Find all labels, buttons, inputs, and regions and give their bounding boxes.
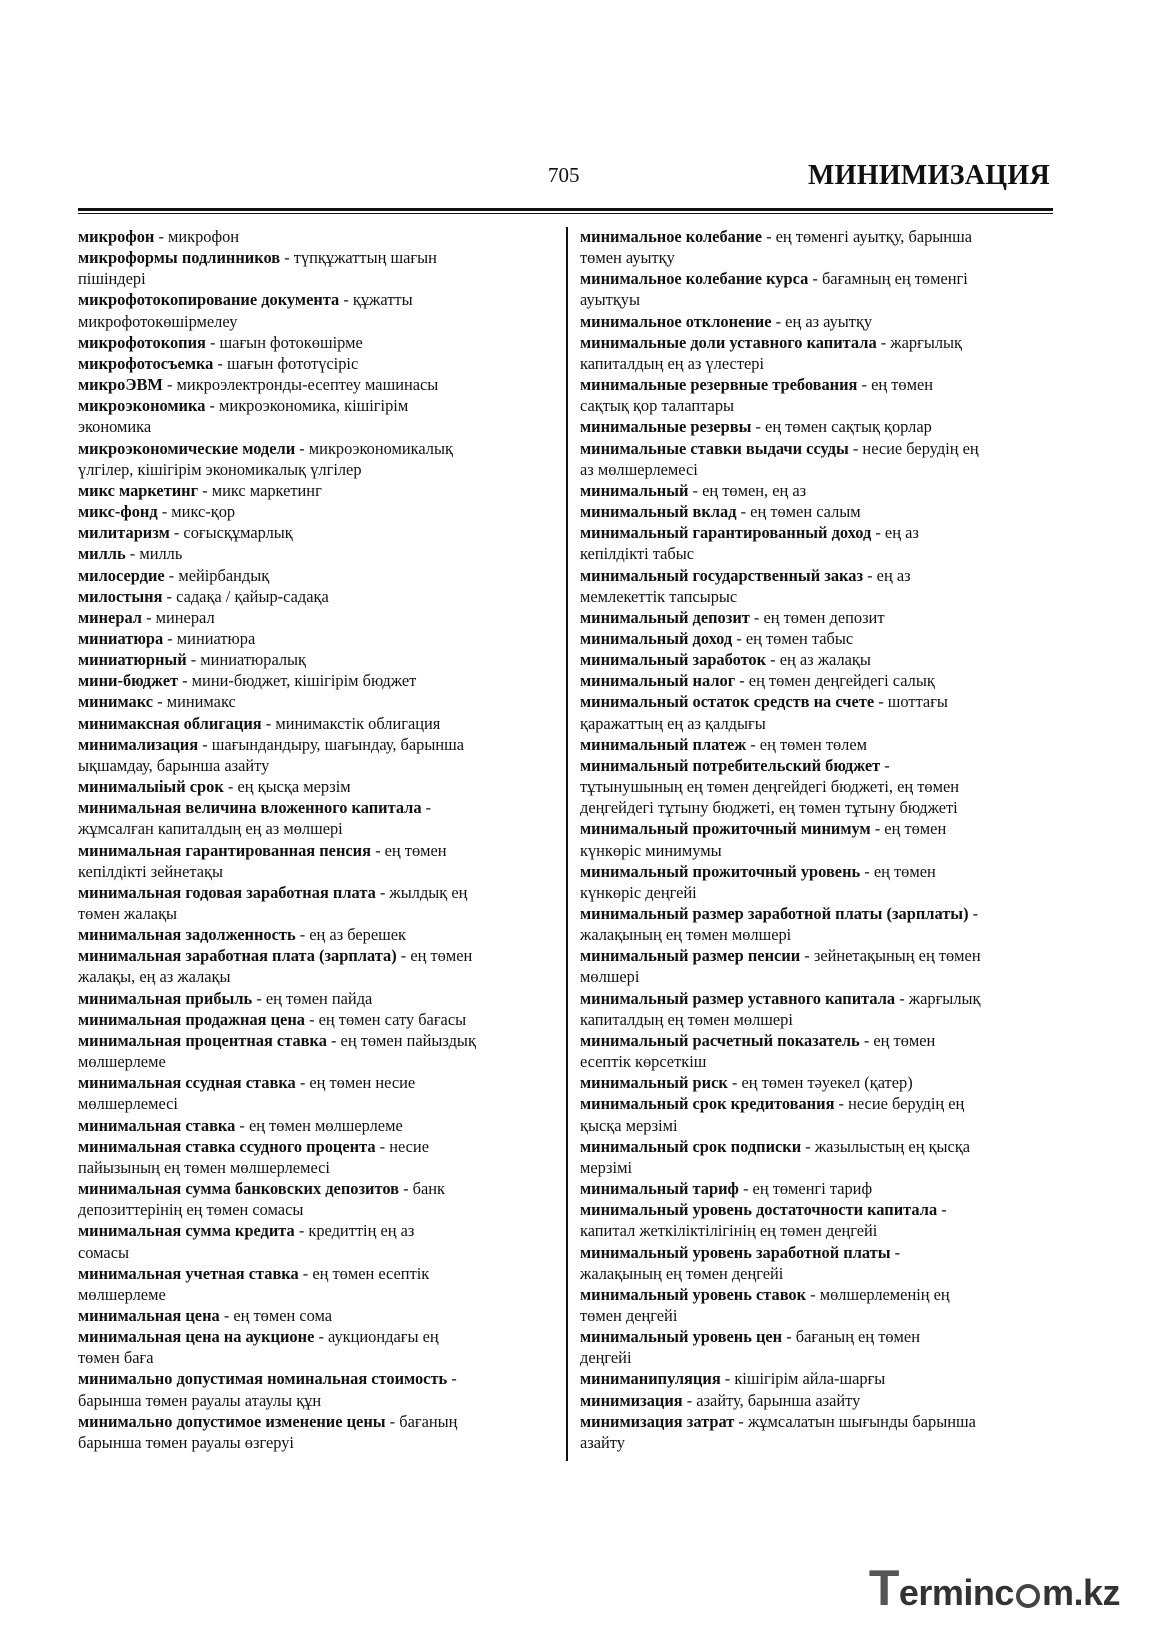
entry-term: минимальная ставка ссудного процента xyxy=(78,1136,376,1156)
entry-definition: - ең төмен сату бағасы xyxy=(304,1009,467,1029)
entry-term: милосердие xyxy=(78,565,165,585)
entry-term: минимальный размер пенсии xyxy=(580,946,801,966)
entry-term: минимизация затрат xyxy=(580,1411,735,1431)
watermark-text-1: erminc xyxy=(898,1572,1014,1613)
entry-definition: - xyxy=(880,755,890,775)
entry-definition-continuation: азайту xyxy=(580,1432,625,1452)
dictionary-entry xyxy=(78,924,552,945)
entry-definition: - ең төмен xyxy=(396,946,473,966)
column-divider xyxy=(566,227,568,1461)
entry-definition: - ең төмен пайда xyxy=(252,988,373,1008)
entry-definition: - ең төмен xyxy=(859,1030,936,1050)
dictionary-entry xyxy=(580,480,1053,501)
entry-term: минимальная учетная ставка xyxy=(78,1263,299,1283)
entry-term: минимальная продажная цена xyxy=(78,1009,305,1029)
dictionary-entry xyxy=(580,861,1053,903)
entry-term: милль xyxy=(78,544,126,564)
dictionary-entry xyxy=(78,353,552,374)
entry-definition: - ең төмен депозит xyxy=(749,607,885,627)
entry-definition: - ең төмен төлем xyxy=(746,734,868,754)
entry-definition-continuation: барынша төмен рауалы атаулы құн xyxy=(78,1390,322,1410)
left-column xyxy=(78,226,552,1453)
entry-definition-continuation: жалақының ең төмен мөлшері xyxy=(580,925,792,945)
dictionary-entry xyxy=(580,438,1053,480)
entry-definition: - жұмсалатын шығынды барынша xyxy=(734,1411,976,1431)
entry-definition-continuation: кепілдікті зейнетақы xyxy=(78,861,223,881)
entry-definition: - садақа / қайыр-садақа xyxy=(162,586,329,606)
header-rule xyxy=(78,208,1053,211)
entry-term: минимакс xyxy=(78,692,154,712)
entry-definition-continuation: капиталдың ең аз үлестері xyxy=(580,353,765,373)
dictionary-entry xyxy=(78,734,552,776)
entry-term: минимальные доли уставного капитала xyxy=(580,332,877,352)
entry-term: минимальный тариф xyxy=(580,1179,739,1199)
entry-definition: - несие xyxy=(375,1136,429,1156)
dictionary-entry xyxy=(78,1009,552,1030)
dictionary-entry xyxy=(580,755,1053,818)
entry-definition: - несие берудің ең xyxy=(834,1094,965,1114)
entry-definition: - банк xyxy=(398,1179,445,1199)
dictionary-entry xyxy=(78,1030,552,1072)
entry-definition: - милль xyxy=(125,544,183,564)
dictionary-entry xyxy=(580,226,1053,268)
entry-definition-continuation: кепілдікті табыс xyxy=(580,544,695,564)
entry-definition: - соғысқұмарлық xyxy=(169,523,293,543)
dictionary-entry xyxy=(78,713,552,734)
dictionary-entry xyxy=(78,691,552,712)
entry-definition-continuation: мөлшерлеме xyxy=(78,1052,166,1072)
dictionary-entry xyxy=(78,988,552,1009)
entry-definition-continuation: күнкөріс минимумы xyxy=(580,840,722,860)
dictionary-entry xyxy=(580,501,1053,522)
dictionary-entry xyxy=(78,797,552,839)
entry-term: микроэкономические модели xyxy=(78,438,296,458)
entry-definition: - микроэлектронды-есептеу машинасы xyxy=(162,375,439,395)
entry-term: микрофотокопия xyxy=(78,332,206,352)
dictionary-entry xyxy=(580,1284,1053,1326)
dictionary-entry xyxy=(78,332,552,353)
entry-definition-continuation: экономика xyxy=(78,417,152,437)
entry-term: микрофон xyxy=(78,227,155,246)
entry-term: минимальный срок подписки xyxy=(580,1136,802,1156)
running-head: МИНИМИЗАЦИЯ xyxy=(807,160,1050,191)
entry-term: минимальный риск xyxy=(580,1073,728,1093)
entry-definition: - ең төмен несие xyxy=(295,1073,416,1093)
entry-definition: - мөлшерлеменің ең xyxy=(806,1284,950,1304)
dictionary-entry xyxy=(580,565,1053,607)
entry-definition-continuation: пайызының ең төмен мөлшерлемесі xyxy=(78,1157,330,1177)
entry-term: минимальный срок кредитования xyxy=(580,1094,835,1114)
entry-term: миниатюра xyxy=(78,628,164,648)
entry-definition: - ең төмен xyxy=(870,819,947,839)
entry-term: минималыiый срок xyxy=(78,777,224,797)
entry-definition-continuation: мөлшері xyxy=(580,967,640,987)
dictionary-entry xyxy=(78,543,552,564)
entry-term: минимальный прожиточный уровень xyxy=(580,861,861,881)
entry-term: минимизация xyxy=(580,1390,683,1410)
entry-definition-continuation: депозиттерінің ең төмен сомасы xyxy=(78,1200,304,1220)
entry-definition: - жазылыстың ең қысқа xyxy=(801,1136,971,1156)
entry-term: минимальный уровень цен xyxy=(580,1327,783,1347)
entry-term: микрофотосъемка xyxy=(78,353,214,373)
entry-definition-continuation: жалақының ең төмен деңгейі xyxy=(580,1263,784,1283)
entry-term: минимальный вклад xyxy=(580,502,737,522)
entry-definition: - ең аз берешек xyxy=(295,925,406,945)
header-rule-thin xyxy=(78,213,1053,214)
dictionary-entry xyxy=(580,1326,1053,1368)
entry-term: микс маркетинг xyxy=(78,480,199,500)
entry-definition-continuation: қысқа мерзімі xyxy=(580,1115,678,1135)
entry-term: минимальное колебание курса xyxy=(580,269,809,289)
entry-term: минимальный расчетный показатель xyxy=(580,1030,860,1050)
dictionary-entry xyxy=(78,840,552,882)
dictionary-entry xyxy=(580,374,1053,416)
dictionary-entry xyxy=(78,438,552,480)
entry-term: минимально допустимое изменение цены xyxy=(78,1411,386,1431)
entry-definition: - аукциондағы ең xyxy=(314,1327,439,1347)
entry-definition-continuation: төмен жалақы xyxy=(78,904,178,923)
entry-definition: - xyxy=(447,1369,457,1389)
entry-definition: - ең төмен пайыздық xyxy=(326,1030,476,1050)
watermark-circle-icon xyxy=(1016,1584,1040,1608)
entry-definition-continuation: сомасы xyxy=(78,1242,129,1262)
entry-term: минимальный размер заработной платы (зарплаты) xyxy=(580,904,969,923)
entry-definition-continuation: ықшамдау, барынша азайту xyxy=(78,755,270,775)
dictionary-entry xyxy=(78,670,552,691)
dictionary-entry xyxy=(78,374,552,395)
entry-term: мини-бюджет xyxy=(78,671,179,691)
entry-definition: - шағын фототүсіріс xyxy=(213,353,359,373)
entry-term: милостыня xyxy=(78,586,163,606)
entry-definition-continuation: қаражаттың ең аз қалдығы xyxy=(580,713,766,733)
dictionary-entry xyxy=(580,649,1053,670)
dictionary-entry xyxy=(78,1411,552,1453)
entry-term: минимальная сумма банковских депозитов xyxy=(78,1179,399,1199)
dictionary-entry xyxy=(78,628,552,649)
entry-term: минимальный остаток средств на счете xyxy=(580,692,875,712)
entry-definition: - минерал xyxy=(141,607,215,627)
entry-definition-continuation: төмен баға xyxy=(78,1348,154,1368)
entry-term: минимальное отклонение xyxy=(580,311,772,331)
entry-term: минимальный уровень ставок xyxy=(580,1284,807,1304)
entry-definition: - минимакстік облигация xyxy=(261,713,441,733)
dictionary-entry xyxy=(78,395,552,437)
entry-definition: - ең төменгі тариф xyxy=(738,1179,873,1199)
entry-term: минимальный прожиточный минимум xyxy=(580,819,871,839)
entry-definition-continuation: мерзімі xyxy=(580,1157,632,1177)
entry-definition: - ең төмен тәуекел (қатер) xyxy=(727,1073,913,1093)
entry-term: минимальный потребительский бюджет xyxy=(580,755,881,775)
entry-definition-continuation: есептік көрсеткіш xyxy=(580,1052,707,1072)
dictionary-entry xyxy=(580,1390,1053,1411)
entry-definition: - ең төмен xyxy=(857,375,933,395)
page-number: 705 xyxy=(548,163,580,187)
entry-definition: - ең төмен есептік xyxy=(298,1263,430,1283)
entry-term: микроэкономика xyxy=(78,396,206,416)
entry-term: минимальная задолженность xyxy=(78,925,296,945)
entry-term: минимальная процентная ставка xyxy=(78,1030,327,1050)
dictionary-entry xyxy=(78,1368,552,1410)
entry-definition: - кішігірім айла-шарғы xyxy=(720,1369,886,1389)
dictionary-entry xyxy=(78,565,552,586)
entry-definition: - бағаның ең төмен xyxy=(782,1327,920,1347)
entry-definition-continuation: микрофотокөшірмелеу xyxy=(78,311,238,331)
entry-definition: - ең төмен деңгейдегі салық xyxy=(735,671,935,691)
dictionary-entry xyxy=(580,1030,1053,1072)
entry-term: минимальные резервы xyxy=(580,417,752,437)
entry-definition: - ең төмен сақтық қорлар xyxy=(751,417,932,437)
entry-definition: - xyxy=(890,1242,901,1262)
entry-definition-continuation: сақтық қор талаптары xyxy=(580,396,735,416)
entry-term: минимализация xyxy=(78,734,199,754)
dictionary-entry xyxy=(580,945,1053,987)
dictionary-entry xyxy=(580,1368,1053,1389)
entry-definition: - несие берудің ең xyxy=(848,438,979,458)
dictionary-entry xyxy=(580,818,1053,860)
entry-term: минимальные резервные требования xyxy=(580,375,858,395)
dictionary-entry xyxy=(580,607,1053,628)
entry-term: минимальный уровень заработной платы xyxy=(580,1242,891,1262)
entry-definition: - ең төмен, ең аз xyxy=(688,480,807,500)
dictionary-entry xyxy=(580,332,1053,374)
entry-definition: - шағындандыру, шағындау, барынша xyxy=(198,734,465,754)
dictionary-entry xyxy=(580,522,1053,564)
entry-term: милитаризм xyxy=(78,523,170,543)
entry-definition: - ең аз жалақы xyxy=(766,650,871,670)
dictionary-entry xyxy=(78,289,552,331)
entry-definition: - жарғылық xyxy=(876,332,962,352)
entry-term: микроформы подлинников xyxy=(78,248,281,268)
entry-definition: - ең төмен xyxy=(860,861,936,881)
dictionary-entry xyxy=(78,649,552,670)
dictionary-entry xyxy=(78,1178,552,1220)
entry-definition: - мейірбандық xyxy=(164,565,270,585)
entry-definition: - xyxy=(937,1200,947,1220)
entry-definition-continuation: капитал жеткіліктілігінің ең төмен деңгейі xyxy=(580,1221,878,1241)
entry-definition: - микроэкономикалық xyxy=(295,438,453,458)
entry-definition: - ең қысқа мерзім xyxy=(223,777,351,797)
entry-definition: - миниатюралық xyxy=(186,650,307,670)
entry-definition-continuation: ауытқуы xyxy=(580,290,640,310)
entry-term: минимальная сумма кредита xyxy=(78,1221,295,1241)
entry-definition-continuation: мөлшерлемесі xyxy=(78,1094,178,1114)
entry-definition-continuation: аз мөлшерлемесі xyxy=(580,459,698,479)
dictionary-entry xyxy=(78,226,552,247)
dictionary-entry xyxy=(78,607,552,628)
dictionary-entry xyxy=(580,1411,1053,1453)
entry-definition-continuation: тұтынушының ең төмен деңгейдегі бюджеті, ең төмен xyxy=(580,777,960,797)
entry-definition: - микс маркетинг xyxy=(198,480,322,500)
entry-term: минимальная ставка xyxy=(78,1115,236,1135)
entry-definition-continuation: пішіндері xyxy=(78,269,146,289)
entry-term: минимальная цена на аукционе xyxy=(78,1327,315,1347)
entry-definition: - xyxy=(421,798,432,818)
entry-definition: - құжатты xyxy=(339,290,413,310)
dictionary-entry xyxy=(580,1136,1053,1178)
entry-term: минимальный размер уставного капитала xyxy=(580,988,896,1008)
entry-definition: - түпқұжаттың шағын xyxy=(280,248,437,268)
entry-definition: - бағаның xyxy=(385,1411,458,1431)
entry-definition-continuation: деңгейдегі тұтыну бюджеті, ең төмен тұтыну бюджеті xyxy=(580,798,958,818)
entry-definition: - ең төменгі ауытқу, барынша xyxy=(762,227,972,246)
entry-definition: - xyxy=(968,904,979,923)
entry-definition: - шоттағы xyxy=(874,692,948,712)
dictionary-entry xyxy=(580,734,1053,755)
entry-definition: - жарғылық xyxy=(895,988,981,1008)
entry-definition: - ең төмен мөлшерлеме xyxy=(235,1115,403,1135)
dictionary-entry xyxy=(78,522,552,543)
entry-term: миниманипуляция xyxy=(580,1369,721,1389)
entry-definition: - жылдық ең xyxy=(375,882,468,902)
entry-definition: - зейнетақының ең төмен xyxy=(800,946,981,966)
entry-definition: - азайту, барынша азайту xyxy=(682,1390,861,1410)
entry-definition: - кредиттің ең аз xyxy=(294,1221,415,1241)
dictionary-entry xyxy=(580,1242,1053,1284)
entry-term: минимальные ставки выдачи ссуды xyxy=(580,438,849,458)
entry-definition-continuation: барынша төмен рауалы өзгеруі xyxy=(78,1432,294,1452)
entry-definition: - мини-бюджет, кішігірім бюджет xyxy=(178,671,417,691)
dictionary-entry xyxy=(580,311,1053,332)
entry-term: минимальная прибыль xyxy=(78,988,253,1008)
dictionary-entry xyxy=(580,903,1053,945)
dictionary-entry xyxy=(78,1115,552,1136)
dictionary-entry xyxy=(580,1199,1053,1241)
entry-definition: - ең төмен салым xyxy=(736,502,861,522)
entry-definition-continuation: үлгілер, кішігірім экономикалық үлгілер xyxy=(78,459,362,479)
dictionary-entry xyxy=(78,882,552,924)
entry-definition-continuation: жалақы, ең аз жалақы xyxy=(78,967,231,987)
dictionary-entry xyxy=(78,1072,552,1114)
entry-definition-continuation: жұмсалған капиталдың ең аз мөлшері xyxy=(78,819,343,839)
entry-term: микс-фонд xyxy=(78,502,158,522)
entry-term: минимальный налог xyxy=(580,671,736,691)
entry-term: минимальное колебание xyxy=(580,227,762,246)
entry-term: минимальная ссудная ставка xyxy=(78,1073,296,1093)
dictionary-entry xyxy=(580,628,1053,649)
dictionary-entry xyxy=(580,691,1053,733)
dictionary-entry xyxy=(580,416,1053,437)
entry-definition: - миниатюра xyxy=(163,628,256,648)
entry-definition-continuation: төмен деңгейі xyxy=(580,1305,678,1325)
entry-definition: - ең аз xyxy=(871,523,919,543)
dictionary-entry xyxy=(580,268,1053,310)
entry-term: минимальная годовая заработная плата xyxy=(78,882,376,902)
entry-definition: - бағамның ең төменгі xyxy=(808,269,968,289)
entry-term: минимальный платеж xyxy=(580,734,747,754)
termincom-watermark-logo xyxy=(869,1559,1120,1617)
dictionary-entry xyxy=(78,1220,552,1262)
dictionary-entry xyxy=(78,945,552,987)
entry-definition: - ең төмен табыс xyxy=(732,628,854,648)
dictionary-entry xyxy=(78,480,552,501)
dictionary-entry xyxy=(580,1072,1053,1093)
watermark-text-2: m.kz xyxy=(1041,1572,1120,1613)
dictionary-entry xyxy=(78,1136,552,1178)
entry-term: миниатюрный xyxy=(78,650,187,670)
entry-definition: - ең төмен сома xyxy=(219,1305,333,1325)
dictionary-entry xyxy=(580,988,1053,1030)
entry-definition: - шағын фотокөшірме xyxy=(205,332,363,352)
entry-term: минимальный заработок xyxy=(580,650,767,670)
entry-term: минимальный xyxy=(580,480,689,500)
dictionary-entry xyxy=(78,776,552,797)
watermark-letter-t: T xyxy=(868,1560,899,1616)
dictionary-entry xyxy=(78,1326,552,1368)
dictionary-entry xyxy=(78,247,552,289)
entry-term: минимальная гарантированная пенсия xyxy=(78,840,371,860)
entry-definition: - минимакс xyxy=(153,692,236,712)
entry-term: минимальная величина вложенного капитала xyxy=(78,798,422,818)
entry-term: минимальный государственный заказ xyxy=(580,565,864,585)
dictionary-entry xyxy=(78,586,552,607)
entry-term: минимальная цена xyxy=(78,1305,220,1325)
entry-term: микрофотокопирование документа xyxy=(78,290,340,310)
entry-definition: - микрофон xyxy=(154,227,240,246)
entry-definition: - микроэкономика, кішігірім xyxy=(205,396,409,416)
entry-term: минимальный гарантированный доход xyxy=(580,523,872,543)
dictionary-entry xyxy=(580,670,1053,691)
dictionary-entry xyxy=(580,1093,1053,1135)
entry-term: микроЭВМ xyxy=(78,375,163,395)
entry-definition-continuation: мөлшерлеме xyxy=(78,1284,166,1304)
entry-term: минимальная заработная плата (зарплата) xyxy=(78,946,397,966)
entry-term: минимальный уровень достаточности капитала xyxy=(580,1200,938,1220)
dictionary-entry xyxy=(78,1305,552,1326)
entry-definition: - микс-қор xyxy=(157,502,236,522)
dictionary-entry xyxy=(78,1263,552,1305)
entry-definition-continuation: капиталдың ең төмен мөлшері xyxy=(580,1009,793,1029)
entry-definition-continuation: күнкөріс деңгейі xyxy=(580,882,697,902)
dictionary-entry xyxy=(78,501,552,522)
entry-definition-continuation: деңгейі xyxy=(580,1348,632,1368)
entry-definition: - ең аз ауытқу xyxy=(771,311,873,331)
entry-definition-continuation: мемлекеттік тапсырыс xyxy=(580,586,738,606)
entry-term: минимальный доход xyxy=(580,628,733,648)
dictionary-entry xyxy=(580,1178,1053,1199)
entry-term: минимаксная облигация xyxy=(78,713,262,733)
entry-term: минимальный депозит xyxy=(580,607,750,627)
right-column xyxy=(580,226,1053,1453)
entry-definition: - ең аз xyxy=(863,565,911,585)
entry-definition: - ең төмен xyxy=(371,840,447,860)
entry-term: минимально допустимая номинальная стоимость xyxy=(78,1369,448,1389)
entry-definition-continuation: төмен ауытқу xyxy=(580,248,675,268)
entry-term: минерал xyxy=(78,607,142,627)
